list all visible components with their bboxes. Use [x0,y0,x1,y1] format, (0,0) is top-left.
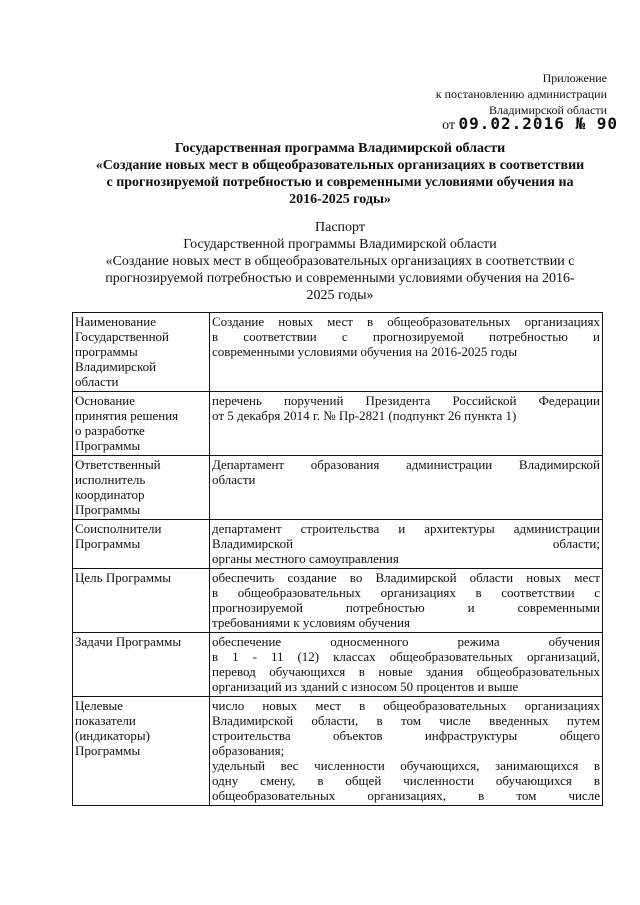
row-value-line: Департамент образования администрации Владимирской [212,457,600,472]
title-line: с прогнозируемой потребностью и современными условиями обучения на [106,175,574,190]
title-line: «Создание новых мест в общеобразовательных организациях в соответствии [95,158,585,173]
row-label-line: Основание [75,393,136,408]
row-value-line: обеспечение односменного режима обучения [212,634,600,649]
row-label-line: Владимирской [75,359,157,374]
table-row [73,697,603,806]
decree-date-number [442,114,618,134]
row-label-line: Соисполнители [75,521,162,536]
appendix-block [287,70,607,118]
row-label-line: Программы [75,502,141,517]
row-label-line: Программы [75,438,141,453]
table-row [73,392,603,456]
row-label-line: о разработке [75,423,145,438]
passport-line: прогнозируемой потребностью и современными условиями обучения на 2016- [105,271,575,286]
date-prefix: от [442,118,455,133]
row-label-line: показатели [75,713,136,728]
row-value-line: в соответствии с прогнозируемой потребностью и [212,329,600,344]
passport-title: Паспорт [315,220,365,235]
row-value-line: одну смену, в общей численности обучающихся в [212,773,600,788]
row-value-line: Владимирской области; [212,536,600,551]
row-value-line: в общеобразовательных организациях в соответствии с [212,585,600,600]
row-value-cell [210,520,603,569]
row-value-cell [210,392,603,456]
row-value-line: прогнозируемой потребностью и современными [212,600,600,615]
row-label-line: Ответственный [75,457,161,472]
row-value-line: образования; [212,743,285,758]
row-value-line: обеспечить создание во Владимирской области новых мест [212,570,600,585]
row-value-line: удельный вес численности обучающихся, занимающихся в [212,758,600,773]
row-value-line: перевод обучающихся в новые здания общеобразовательных [212,664,600,679]
row-value-line: организаций из зданий с износом 50 процентов и выше [212,679,519,694]
row-label-line: Цель Программы [75,570,172,585]
row-label-cell [73,520,210,569]
row-label-cell [73,633,210,697]
row-label-line: области [75,374,119,389]
row-label-cell [73,569,210,633]
row-value-line: от 5 декабря 2014 г. № Пр-2821 (подпункт 26 пункта 1) [212,408,517,423]
row-value-line: в 1 - 11 (12) классах общеобразовательных организаций, [212,649,600,664]
row-label-line: Программы [75,743,141,758]
row-label-line: Программы [75,536,141,551]
row-value-line: Создание новых мест в общеобразовательных организациях [212,314,600,329]
row-label-line: Целевые [75,698,124,713]
title-line: Государственная программа Владимирской области [174,141,506,156]
row-value-line: Владимирской области, в том числе введенных путем [212,713,600,728]
table-row [73,456,603,520]
passport-table [72,312,603,806]
row-value-cell [210,313,603,392]
title-line: 2016-2025 годы» [289,192,391,207]
appendix-line: Владимирской области [489,103,607,117]
row-label-cell [73,456,210,520]
row-label-line: исполнитель [75,472,146,487]
row-label-cell [73,697,210,806]
appendix-line: к постановлению администрации [435,87,607,101]
passport-heading [70,219,610,304]
row-label-line: (индикаторы) [75,728,150,743]
row-label-line: программы [75,344,138,359]
row-value-line: департамент строительства и архитектуры администрации [212,521,600,536]
row-label-line: принятия решения [75,408,179,423]
appendix-line: Приложение [542,71,607,85]
row-label-cell [73,392,210,456]
program-title [70,140,610,208]
row-value-line: органы местного самоуправления [212,551,399,566]
row-label-line: Наименование [75,314,156,329]
row-value-line: перечень поручений Президента Российской Федерации [212,393,600,408]
row-label-cell [73,313,210,392]
row-label-line: Государственной [75,329,170,344]
table-row [73,633,603,697]
row-value-cell [210,569,603,633]
row-value-cell [210,697,603,806]
row-value-cell [210,633,603,697]
row-value-cell [210,456,603,520]
row-value-line: требованиями к условиям обучения [212,615,410,630]
row-value-line: число новых мест в общеобразовательных организациях [212,698,600,713]
table-row [73,313,603,392]
row-label-line: координатор [75,487,145,502]
passport-table-body [73,313,603,806]
passport-line: 2025 годы» [306,288,374,303]
passport-line: «Создание новых мест в общеобразовательных организациях в соответствии с [105,254,575,269]
table-row [73,569,603,633]
row-value-line: области [212,472,256,487]
date-value: 09.02.2016 № 90 [458,114,618,133]
table-row [73,520,603,569]
row-value-line: современными условиями обучения на 2016-2025 годы [212,344,518,359]
passport-line: Государственной программы Владимирской области [183,237,497,252]
row-value-line: общеобразовательных организациях, в том числе [212,788,600,803]
row-label-line: Задачи Программы [75,634,182,649]
row-value-line: строительства объектов инфраструктуры общего [212,728,600,743]
